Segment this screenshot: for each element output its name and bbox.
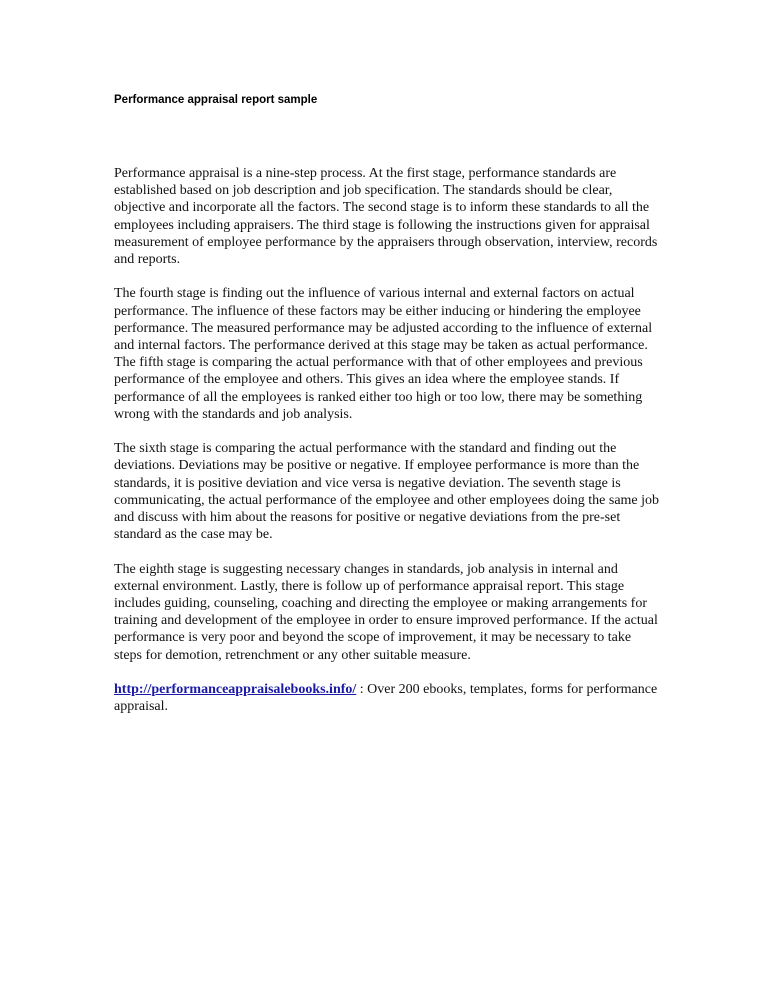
paragraph-1: Performance appraisal is a nine-step process. At the first stage, performance standards are established based on job description and job specification. The standards should be clear, objective and incorporate all the factors. The second stage is to inform these standards to all the employees including appraisers. The third stage is following the instructions given for appraisal measurement of employee performance by the appraisers through observation, interview, records and reports. [114, 166, 658, 268]
footer-line [114, 681, 662, 715]
ebooks-link[interactable]: http://performanceappraisalebooks.info/ [114, 682, 357, 698]
paragraph-3: The sixth stage is comparing the actual performance with the standard and finding out the deviations. Deviations may be positive or negative. If employee performance is more than the standards, it is positive deviation and vice versa is negative deviation. The seventh stage is communicating, the actual performance of the employee and other employees doing the same job and discuss with him about the reasons for positive or negative deviations from the pre-set standard as the case may be. [114, 441, 660, 543]
paragraph-2: The fourth stage is finding out the influence of various internal and external factors on actual performance. The influence of these factors may be either inducing or hindering the employee performance. The measured performance may be adjusted according to the influence of external and internal factors. The performance derived at this stage may be taken as actual performance. The fifth stage is comparing the actual performance with that of other employees and previous performance of the employee and others. This gives an idea where the employee stands. If performance of all the employees is ranked either too high or too low, there may be something wrong with the standards and job analysis. [114, 286, 653, 422]
document-title: Performance appraisal report sample [114, 94, 318, 106]
footer-suffix: : Over 200 ebooks, templates, forms for performance appraisal. [114, 682, 658, 715]
document-body [114, 165, 662, 733]
paragraph-4: The eighth stage is suggesting necessary changes in standards, job analysis in internal and external environment. Lastly, there is follow up of performance appraisal report. This stage includes guiding, counseling, coaching and directing the employee or making arrangements for training and development of the employee in order to ensure improved performance. If the actual performance is very poor and beyond the scope of improvement, it may be necessary to take steps for demotion, retrenchment or any other suitable measure. [114, 561, 658, 663]
